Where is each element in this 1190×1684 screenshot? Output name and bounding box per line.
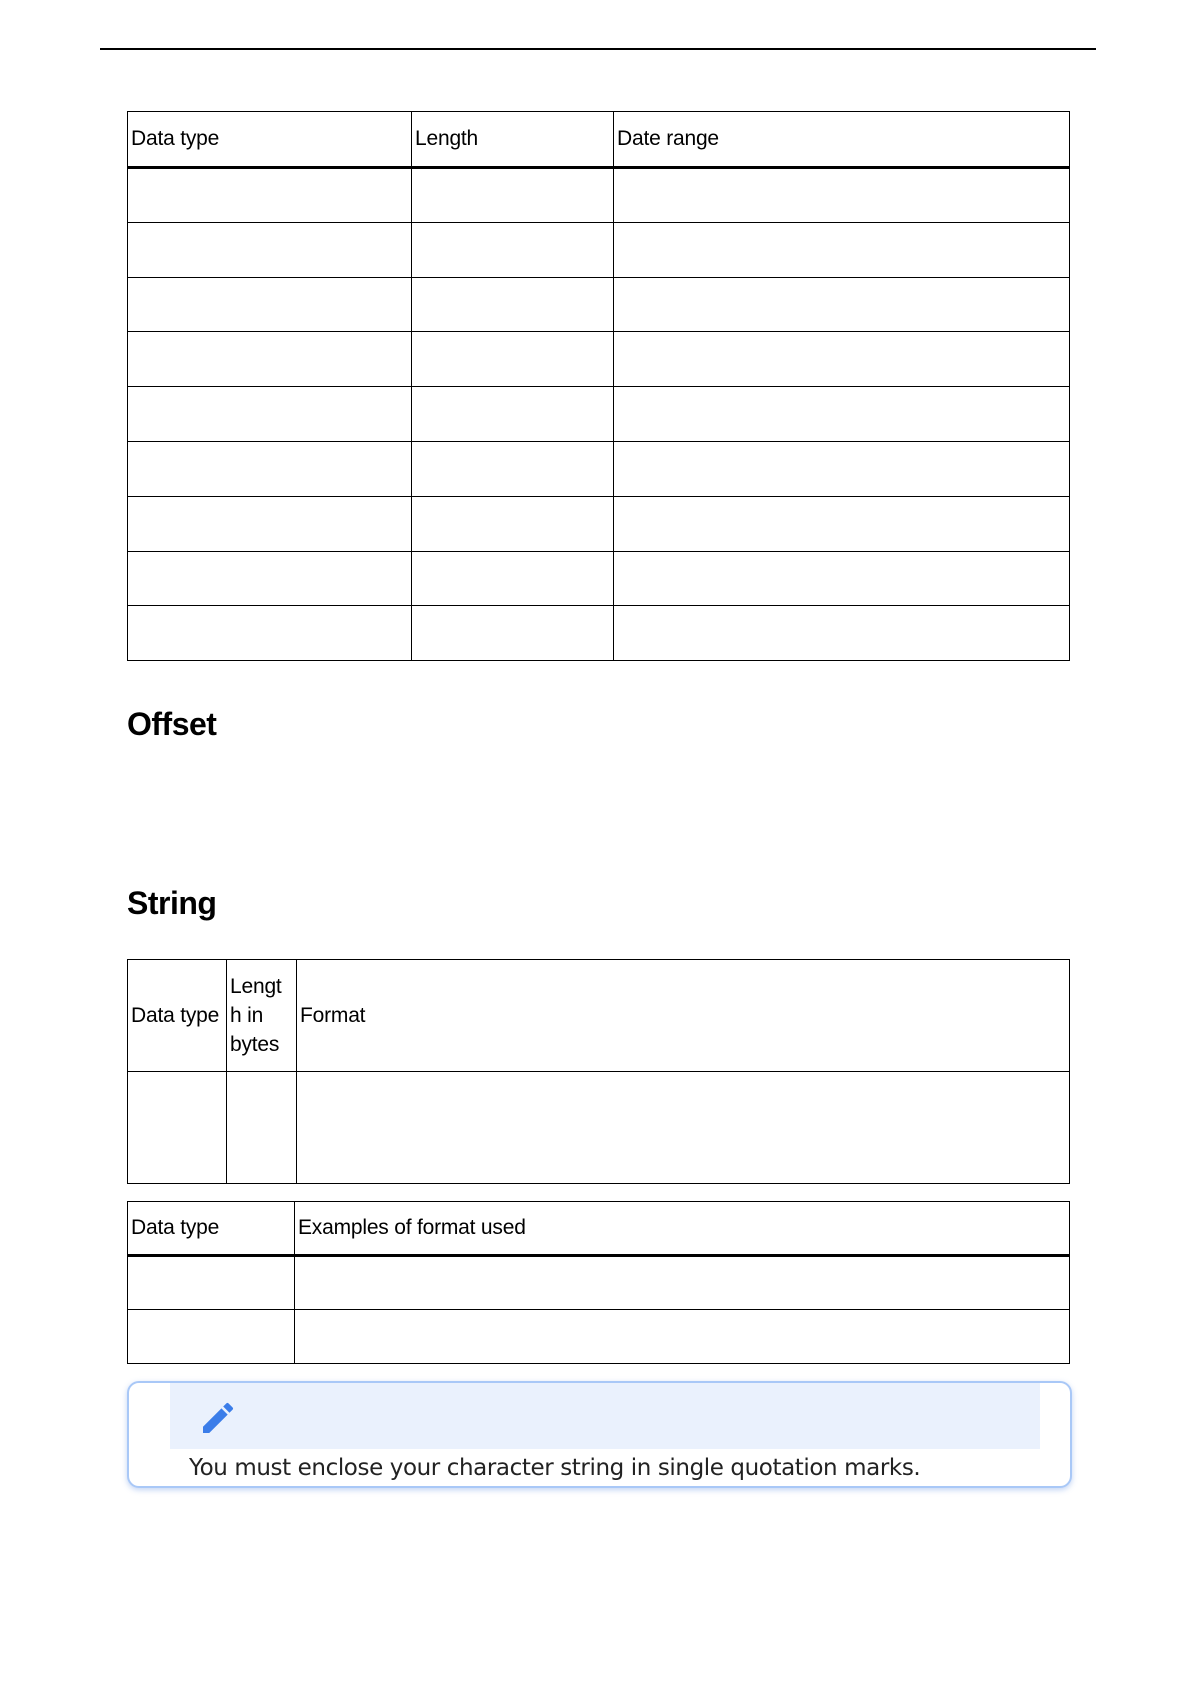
table-row [128,168,1070,223]
table-cell [412,168,614,223]
note-header-band [170,1383,1040,1449]
table-cell [412,441,614,496]
note-text: You must enclose your character string in single quotation marks. [189,1455,921,1481]
table-cell [295,1310,1070,1364]
column-header-data-type: Data type [128,112,412,168]
table-row [128,222,1070,277]
table-cell [128,1072,227,1184]
table-cell [412,332,614,387]
table-cell [128,387,412,442]
string-format-table [127,959,1070,1184]
table-cell [614,222,1070,277]
note-callout [127,1381,1072,1488]
table-cell [412,606,614,661]
header-rule [100,48,1096,50]
table-cell [297,1072,1070,1184]
table-cell [128,332,412,387]
table-cell [128,222,412,277]
format-examples-table [127,1201,1070,1364]
table-cell [614,277,1070,332]
table-header-row [128,960,1070,1072]
column-header-data-type: Data type [128,960,227,1072]
table-header-row [128,112,1070,168]
column-header-length-in-bytes: Length in bytes [227,960,297,1072]
table-cell [412,551,614,606]
table-header-row [128,1202,1070,1256]
table-row [128,387,1070,442]
table-cell [412,222,614,277]
table-cell [227,1072,297,1184]
table-row [128,1256,1070,1310]
table-row [128,441,1070,496]
table-cell [128,496,412,551]
section-heading-string: String [127,885,217,921]
table-row [128,606,1070,661]
table-cell [412,496,614,551]
date-types-table [127,111,1070,661]
table-cell [128,1310,295,1364]
table-row [128,551,1070,606]
column-header-length: Length [412,112,614,168]
table-cell [128,1256,295,1310]
table-cell [614,551,1070,606]
pencil-icon [198,1398,238,1438]
table-cell [128,441,412,496]
table-cell [295,1256,1070,1310]
table-cell [614,387,1070,442]
table-row [128,1072,1070,1184]
table-cell [614,606,1070,661]
table-cell [128,551,412,606]
table-cell [614,441,1070,496]
table-cell [614,496,1070,551]
table-row [128,1310,1070,1364]
column-header-examples: Examples of format used [295,1202,1070,1256]
table-row [128,277,1070,332]
column-header-format: Format [297,960,1070,1072]
section-heading-offset: Offset [127,706,217,742]
table-cell [128,277,412,332]
table-cell [614,332,1070,387]
table-cell [614,168,1070,223]
table-cell [128,168,412,223]
table-cell [128,606,412,661]
table-cell [412,277,614,332]
column-header-date-range: Date range [614,112,1070,168]
column-header-data-type: Data type [128,1202,295,1256]
table-row [128,332,1070,387]
table-row [128,496,1070,551]
table-cell [412,387,614,442]
